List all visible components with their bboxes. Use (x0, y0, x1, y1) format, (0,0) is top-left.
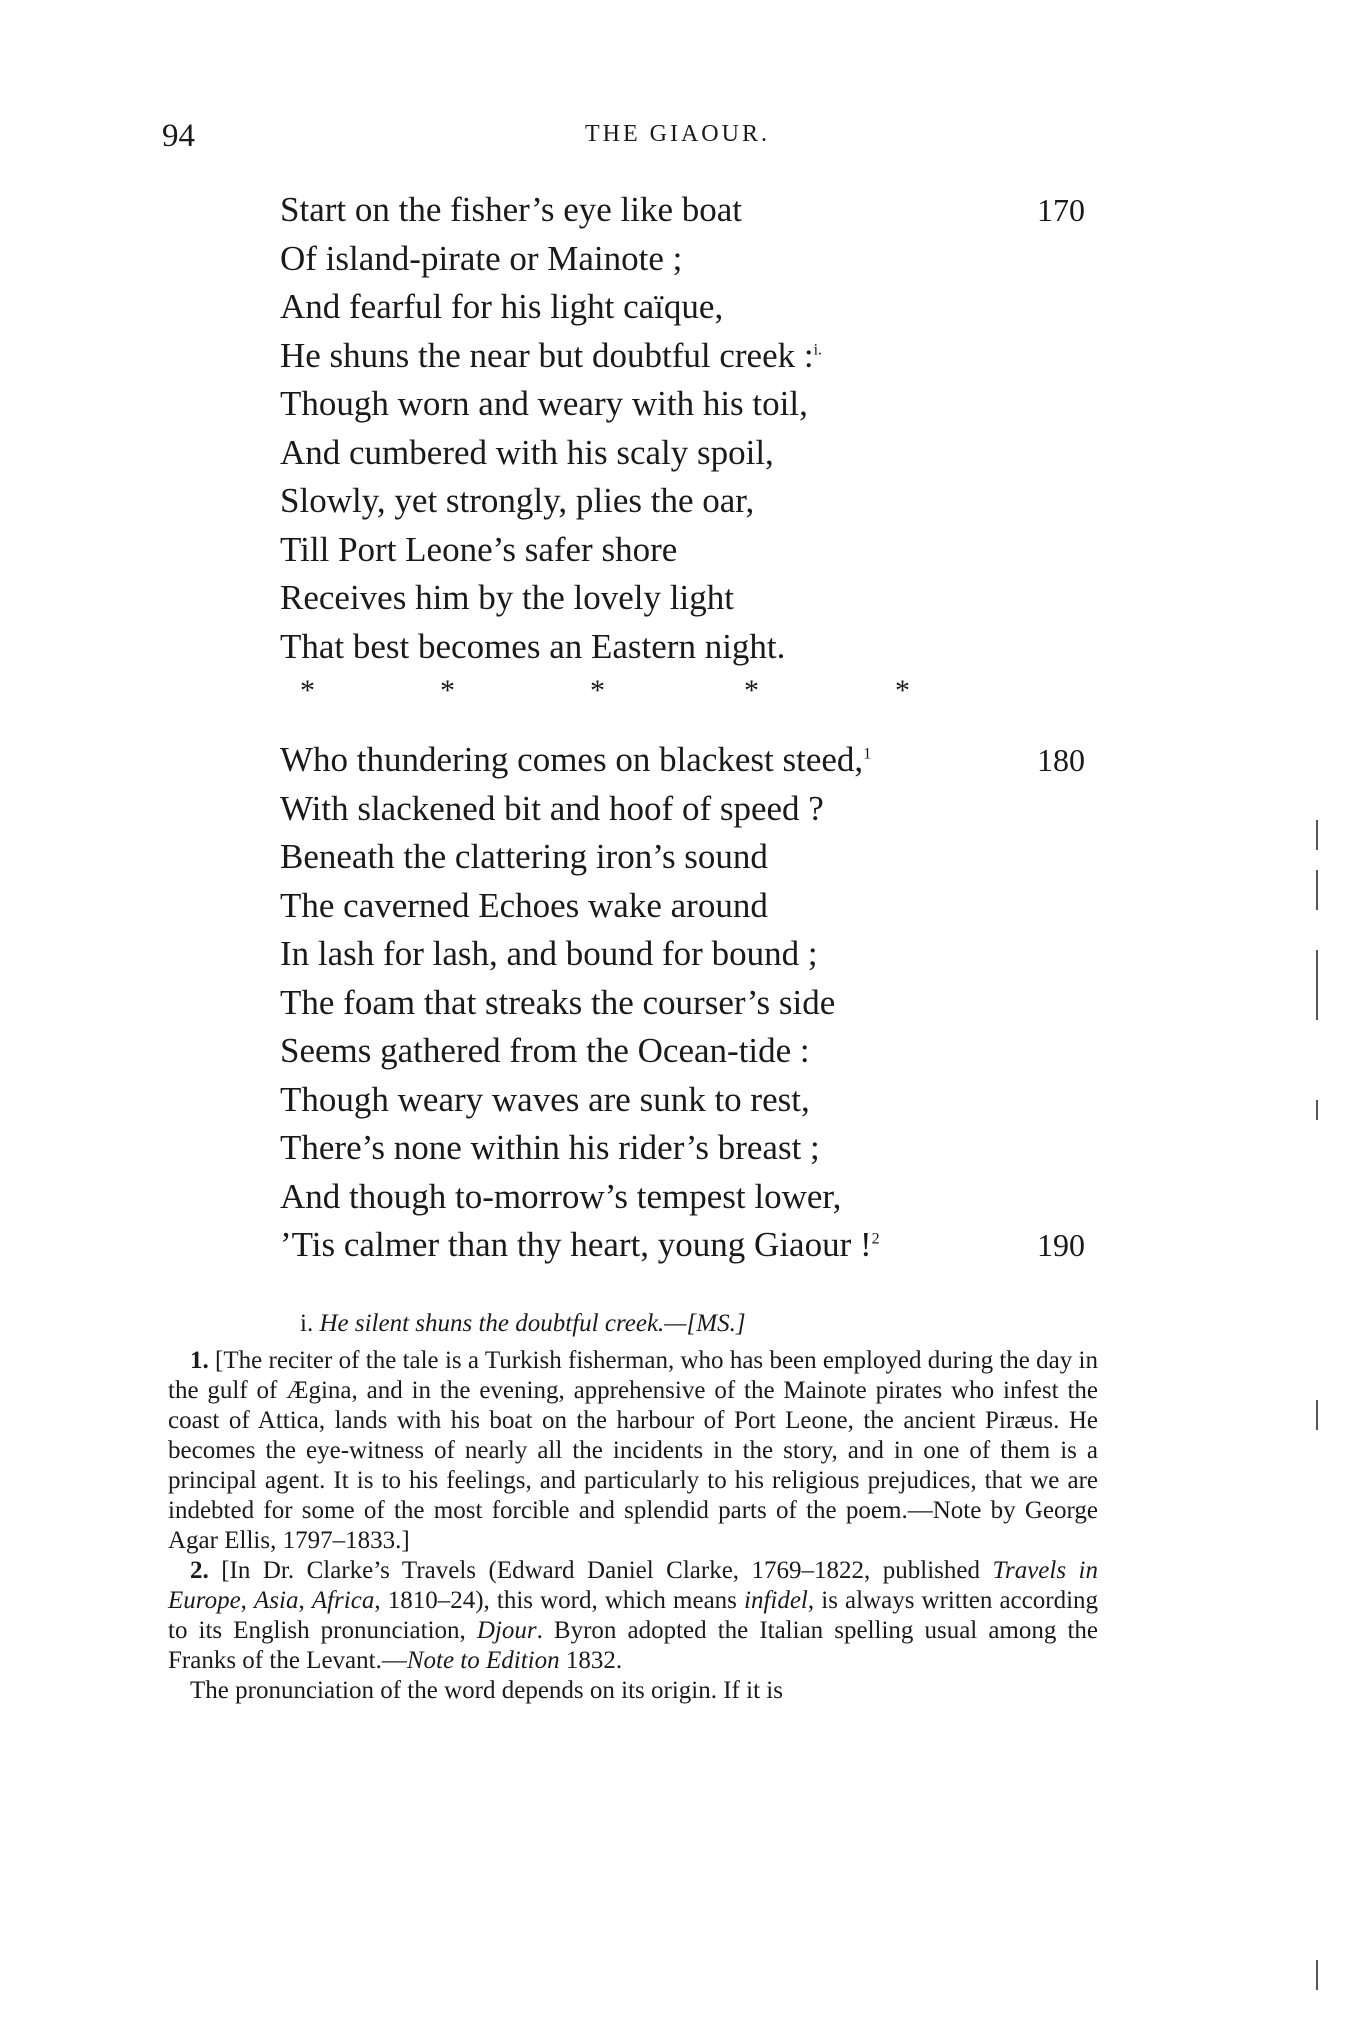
line-number: 170 (1037, 192, 1085, 228)
verse-line (280, 1124, 1100, 1173)
verse-text: ’Tis calmer than thy heart, young Giaour ! (280, 1225, 872, 1264)
verse-text: Though worn and weary with his toil, (280, 384, 808, 423)
footnote-text: The pronunciation of the word depends on its origin. If it is (190, 1677, 783, 1704)
verse-line (280, 882, 1100, 931)
footnote-number: 2. (190, 1557, 209, 1584)
variant-note-label: i. (300, 1310, 314, 1337)
verse-text: And though to-morrow’s tempest lower, (280, 1176, 842, 1216)
verse-line (280, 574, 1100, 623)
margin-scan-mark (1316, 1100, 1318, 1120)
variant-note-text: He silent shuns the doubtful creek. (319, 1310, 665, 1337)
verse-text: Receives him by the lovely light (280, 578, 734, 617)
footnote-text: [In Dr. Clarke’s Travels (Edward Daniel Clarke, 1769–1822, published (221, 1557, 993, 1584)
verse-line (280, 332, 1100, 381)
verse-text: Slowly, yet strongly, plies the oar, (280, 481, 755, 520)
footnote-italic: Asia (254, 1587, 299, 1614)
asterisk: * (590, 674, 605, 707)
verse-text: Till Port Leone’s safer shore (280, 529, 678, 569)
footnote-text: , (298, 1587, 312, 1614)
verse-text: He shuns the near but doubtful creek : (280, 335, 814, 375)
line-number: 190 (1037, 1227, 1085, 1263)
margin-scan-mark (1316, 950, 1318, 1020)
note-reference: i. (813, 340, 823, 358)
footnote-text: , (240, 1587, 255, 1614)
verse-text: That best becomes an Eastern night. (280, 626, 786, 666)
footnote-italic: Note to Edition (406, 1647, 560, 1674)
footnote-italic: Djour (476, 1617, 537, 1644)
verse-text: Though weary waves are sunk to rest, (280, 1079, 810, 1119)
asterisk: * (744, 674, 759, 707)
verse-text: With slackened bit and hoof of speed ? (280, 788, 824, 828)
footnote-text: [The reciter of the tale is a Turkish fisherman, who has been employed during the day in the gulf of Ægina, and in the evening, apprehensive of the Mainote pirates who infest the coast of Attica, lands with his boat on the harbour of Port Leone, the ancient Piræus. He becomes the eye-witness of nearly all the incidents in the story, and in one of them is a principal agent. It is to his feelings, and particularly to his religious prejudices, that we are indebted for some of the most forcible and splendid parts of the poem.—Note by George Agar Ellis, 1797–1833.] (168, 1347, 1099, 1554)
note-reference: 2 (871, 1230, 880, 1248)
verse-line (280, 380, 1100, 429)
asterisk: * (895, 674, 910, 707)
verse-line (280, 526, 1100, 575)
margin-scan-mark (1316, 1400, 1318, 1430)
verse-line (280, 736, 1100, 785)
verse-line (280, 1173, 1100, 1222)
verse-line (280, 1076, 1100, 1125)
verse-line (280, 623, 1100, 672)
verse-line (280, 1027, 1100, 1076)
footnote-italic: Africa (311, 1587, 375, 1614)
stanza-2 (280, 736, 1100, 1270)
verse-line (280, 186, 1100, 235)
footnote-text: . Byron adopted the Italian spelling usual among the Franks of the Levant.— (168, 1617, 1098, 1674)
verse-line (280, 833, 1100, 882)
footnote-italic: Travels in Europe (168, 1557, 1098, 1614)
footnote-continuation (168, 1676, 1098, 1706)
verse-text: The foam that streaks the courser’s side (280, 982, 836, 1022)
verse-text: Who thundering comes on blackest steed, (280, 740, 864, 779)
verse-line (280, 477, 1100, 526)
section-separator (0, 674, 1355, 707)
verse-text: And cumbered with his scaly spoil, (280, 432, 774, 472)
variant-note (300, 1310, 746, 1338)
verse-text: Start on the fisher’s eye like boat (280, 190, 743, 229)
margin-scan-mark (1316, 1960, 1318, 1990)
footnote-text: , is always written according to its English pronunciation, (168, 1587, 1099, 1644)
verse-text: There’s none within his rider’s breast ; (280, 1128, 820, 1167)
verse-line (280, 235, 1100, 284)
footnote-text: 1832. (559, 1647, 623, 1674)
running-title: THE GIAOUR. (585, 121, 770, 147)
verse-text: The caverned Echoes wake around (280, 885, 768, 925)
verse-text: Beneath the clattering iron’s sound (280, 837, 768, 876)
margin-scan-mark (1316, 870, 1318, 910)
verse-line (280, 979, 1100, 1028)
footnote-number: 1. (190, 1347, 209, 1374)
variant-note-source: —[MS.] (664, 1310, 746, 1337)
footnote-italic: infidel (744, 1587, 808, 1614)
verse-line (280, 429, 1100, 478)
asterisk: * (440, 674, 455, 707)
footnote-text: , 1810–24), this word, which means (374, 1587, 744, 1614)
verse-text: In lash for lash, and bound for bound ; (280, 934, 818, 973)
note-reference: 1 (863, 745, 872, 763)
footnotes (168, 1346, 1098, 1706)
verse-text: Of island-pirate or Mainote ; (280, 238, 683, 278)
footnote-1 (168, 1346, 1098, 1556)
verse-line (280, 283, 1100, 332)
verse-text: And fearful for his light caïque, (280, 287, 724, 326)
verse-line (280, 930, 1100, 979)
page-number: 94 (162, 118, 195, 154)
footnote-2 (168, 1556, 1098, 1676)
verse-line (280, 1221, 1100, 1270)
line-number: 180 (1037, 742, 1085, 778)
stanza-1 (280, 186, 1100, 671)
verse-line (280, 785, 1100, 834)
margin-scan-mark (1316, 820, 1318, 850)
asterisk: * (300, 674, 315, 707)
verse-text: Seems gathered from the Ocean-tide : (280, 1031, 810, 1070)
